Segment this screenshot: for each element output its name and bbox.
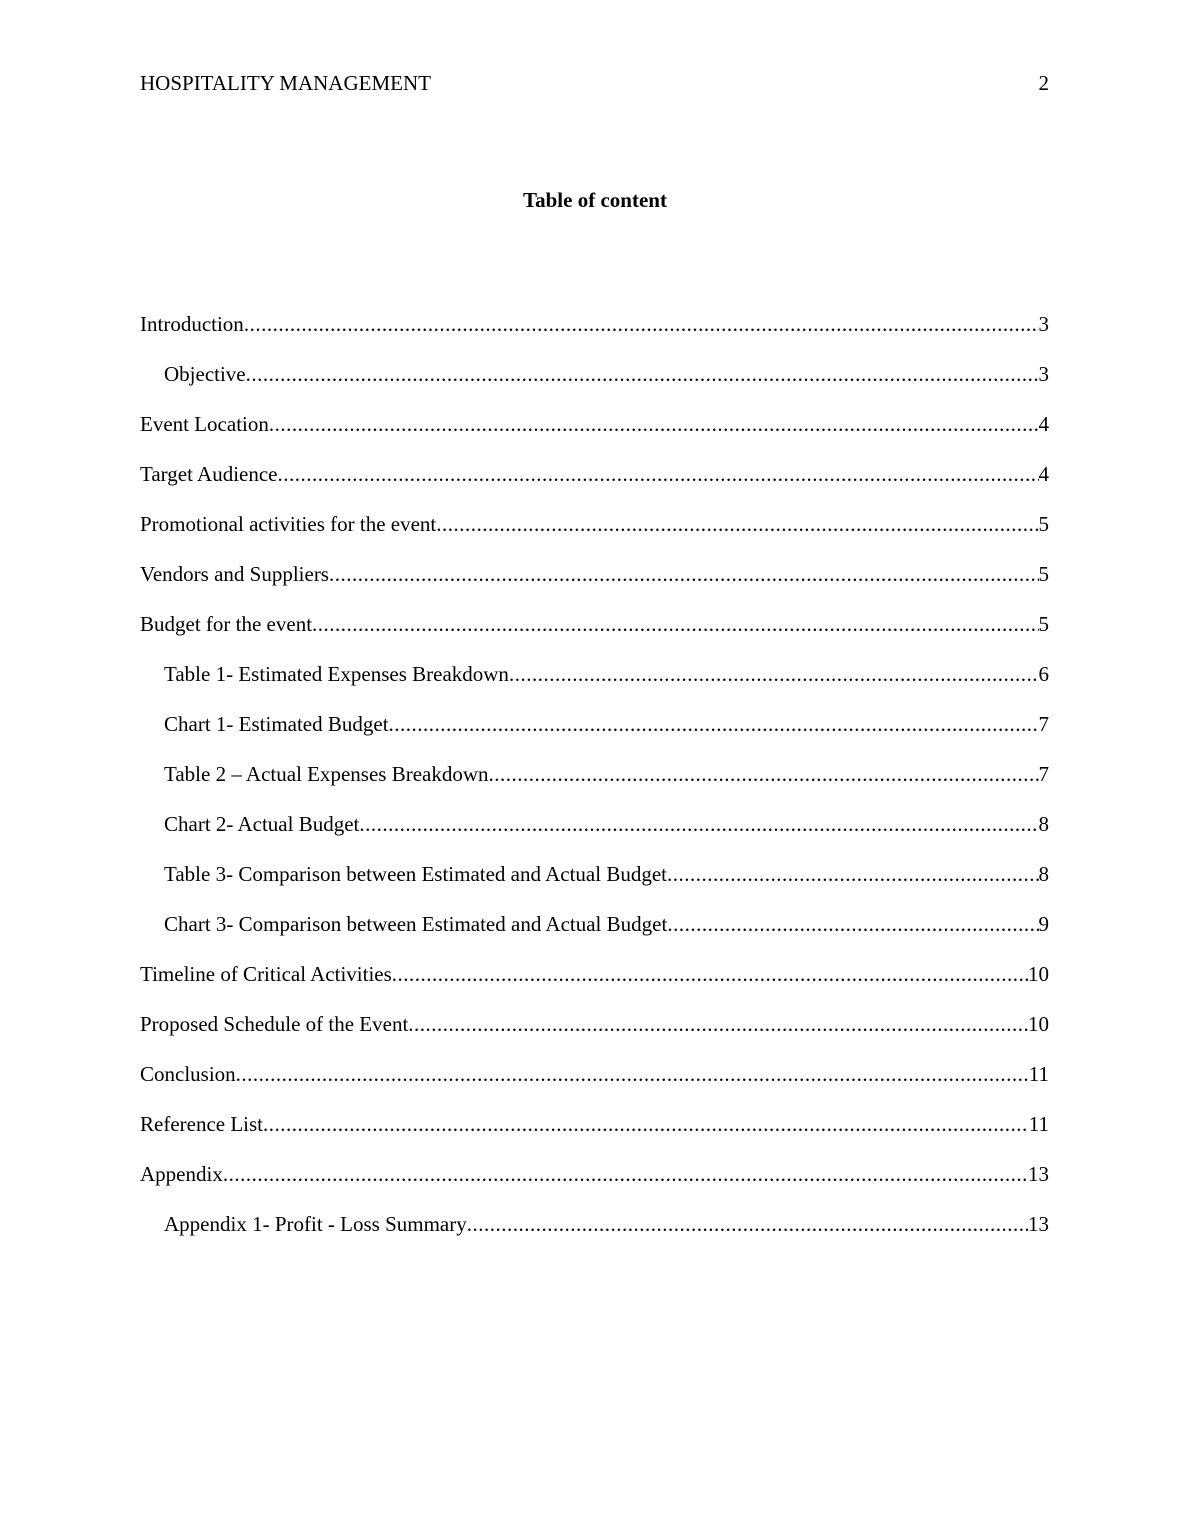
toc-entry-page: 10 (1028, 962, 1049, 986)
toc-entry-page: 11 (1028, 1062, 1049, 1086)
toc-dot-leader (236, 1060, 1029, 1088)
toc-dot-leader (329, 560, 1039, 588)
toc-dot-leader (244, 310, 1039, 338)
toc-entry[interactable] (140, 560, 1049, 610)
page-number: 2 (1038, 71, 1049, 95)
toc-dot-leader (278, 460, 1039, 488)
toc-dot-leader (436, 510, 1038, 538)
toc-entry-label: Chart 3- Comparison between Estimated and Actual Budget (164, 912, 668, 936)
toc-entry-page: 4 (1038, 412, 1049, 436)
toc-entry-page: 7 (1038, 762, 1049, 786)
toc-entry-page: 9 (1038, 912, 1049, 936)
toc-entry-label: Chart 1- Estimated Budget (164, 712, 389, 736)
toc-entry[interactable] (140, 610, 1049, 660)
toc-title: Table of content (523, 188, 667, 212)
toc-entry-label: Timeline of Critical Activities (140, 962, 392, 986)
toc-entry-label: Introduction (140, 312, 244, 336)
toc-entry-label: Conclusion (140, 1062, 236, 1086)
toc-dot-leader (489, 760, 1039, 788)
toc-entry[interactable] (140, 860, 1049, 910)
toc-entry-label: Table 1- Estimated Expenses Breakdown (164, 662, 509, 686)
toc-entry-label: Appendix (140, 1162, 223, 1186)
toc-entry-label: Reference List (140, 1112, 264, 1136)
toc-dot-leader (263, 1110, 1029, 1138)
toc-entry-page: 11 (1028, 1112, 1049, 1136)
toc-entry-page: 4 (1038, 462, 1049, 486)
toc-entry-page: 3 (1038, 362, 1049, 386)
toc-entry-page: 13 (1028, 1162, 1049, 1186)
toc-entry-page: 8 (1038, 862, 1049, 886)
toc-dot-leader (467, 1210, 1028, 1238)
toc-entry[interactable] (140, 1110, 1049, 1160)
toc-entry[interactable] (140, 510, 1049, 560)
toc-entry-page: 6 (1038, 662, 1049, 686)
toc-entry[interactable] (140, 310, 1049, 360)
toc-entry-page: 5 (1038, 512, 1049, 536)
toc-dot-leader (246, 360, 1039, 388)
toc-entry[interactable] (140, 910, 1049, 960)
toc-entry-label: Target Audience (140, 462, 278, 486)
toc-dot-leader (223, 1160, 1028, 1188)
toc-dot-leader (392, 960, 1028, 988)
toc-dot-leader (269, 410, 1039, 438)
table-of-contents (140, 310, 1049, 1260)
toc-dot-leader (359, 810, 1038, 838)
toc-entry-label: Chart 2- Actual Budget (164, 812, 360, 836)
toc-entry[interactable] (140, 460, 1049, 510)
toc-entry-label: Vendors and Suppliers (140, 562, 329, 586)
toc-entry[interactable] (140, 660, 1049, 710)
toc-dot-leader (408, 1010, 1028, 1038)
toc-entry[interactable] (140, 360, 1049, 410)
toc-entry[interactable] (140, 810, 1049, 860)
toc-entry-page: 8 (1038, 812, 1049, 836)
toc-entry-page: 10 (1028, 1012, 1049, 1036)
toc-entry-label: Table 2 – Actual Expenses Breakdown (164, 762, 489, 786)
toc-entry-page: 5 (1038, 562, 1049, 586)
toc-entry-page: 7 (1038, 712, 1049, 736)
toc-dot-leader (389, 710, 1039, 738)
toc-entry[interactable] (140, 1210, 1049, 1260)
toc-entry[interactable] (140, 760, 1049, 810)
toc-entry-label: Promotional activities for the event (140, 512, 437, 536)
toc-entry-label: Objective (164, 362, 246, 386)
toc-dot-leader (312, 610, 1038, 638)
toc-entry[interactable] (140, 1060, 1049, 1110)
toc-entry-label: Proposed Schedule of the Event (140, 1012, 409, 1036)
toc-entry-page: 3 (1038, 312, 1049, 336)
toc-dot-leader (667, 910, 1038, 938)
running-title: HOSPITALITY MANAGEMENT (140, 71, 431, 95)
toc-entry[interactable] (140, 710, 1049, 760)
toc-entry-page: 5 (1038, 612, 1049, 636)
toc-entry-label: Table 3- Comparison between Estimated and Actual Budget (164, 862, 667, 886)
toc-dot-leader (509, 660, 1039, 688)
toc-entry[interactable] (140, 1010, 1049, 1060)
toc-entry[interactable] (140, 1160, 1049, 1210)
toc-entry-label: Event Location (140, 412, 269, 436)
toc-entry-label: Appendix 1- Profit - Loss Summary (164, 1212, 467, 1236)
toc-dot-leader (667, 860, 1039, 888)
toc-entry-page: 13 (1028, 1212, 1049, 1236)
toc-entry-label: Budget for the event (140, 612, 313, 636)
page-header (140, 69, 1049, 97)
toc-entry[interactable] (140, 410, 1049, 460)
toc-entry[interactable] (140, 960, 1049, 1010)
